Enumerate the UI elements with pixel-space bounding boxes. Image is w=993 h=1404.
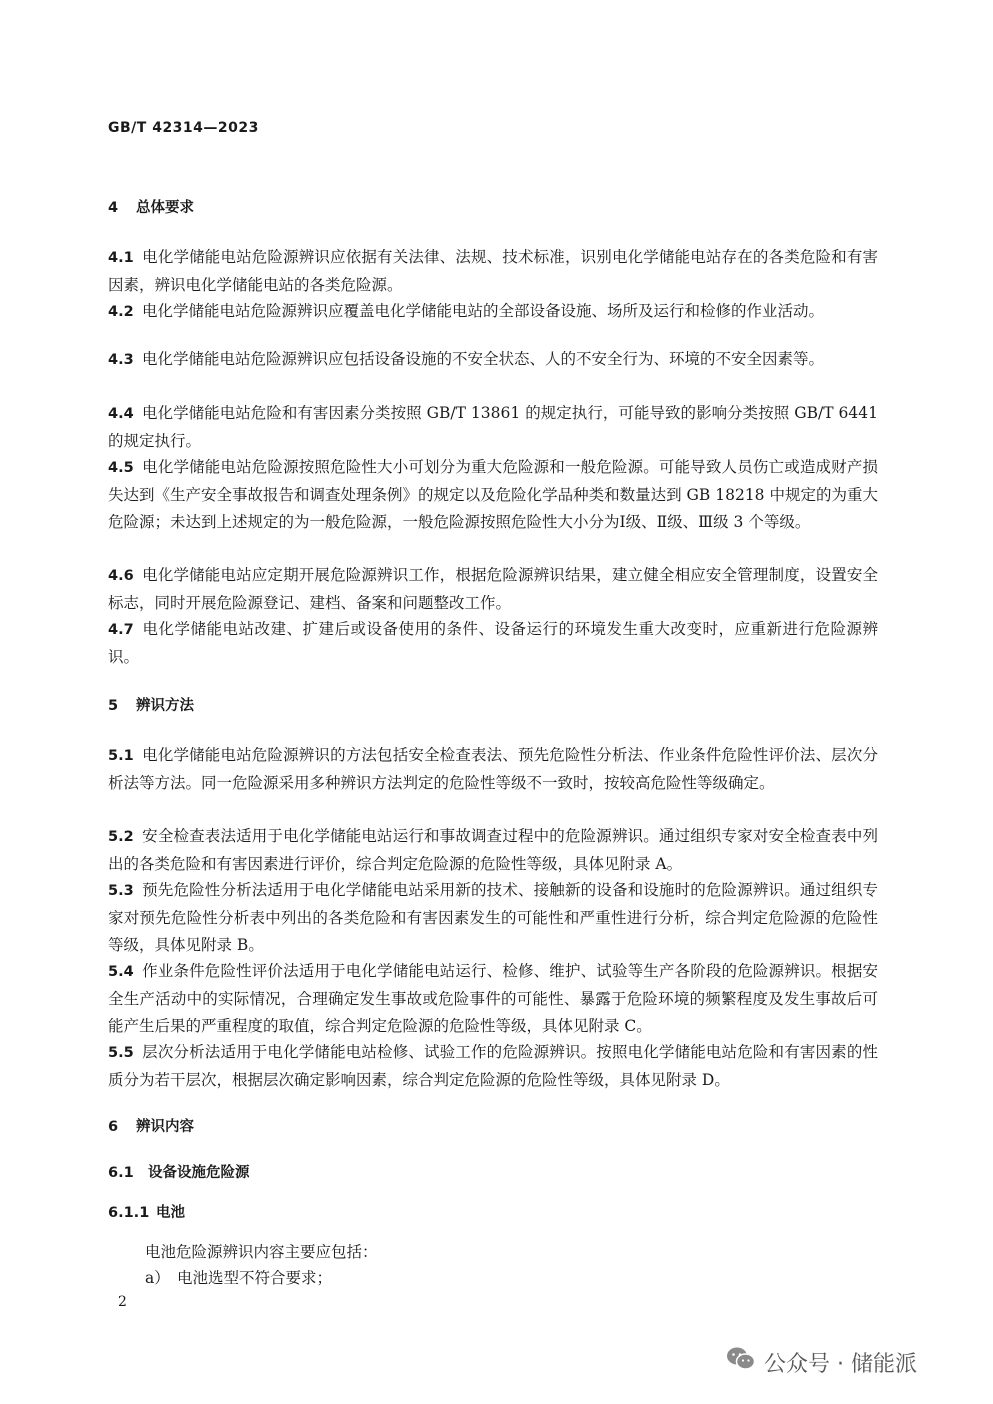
intro-text: 电池危险源辨识内容主要应包括： [145,1243,378,1261]
clause-number: 4.5 [108,460,134,476]
clause-4-3 [108,346,878,374]
clause-number: 5.5 [108,1045,134,1061]
clause-text: 安全检查表法适用于电化学储能电站运行和事故调查过程中的危险源辨识。通过组织专家对安全检查表中列出的各类危险和有害因素进行评价，综合判定危险源的危险性等级，具体见附录 A。 [108,827,878,873]
section-heading-4 [108,196,194,217]
section-number: 5 [108,698,119,714]
clause-text: 电化学储能电站危险源辨识的方法包括安全检查表法、预先危险性分析法、作业条件危险性评价法、层次分析法等方法。同一危险源采用多种辨识方法判定的危险性等级不一致时，按较高危险性等级确定。 [108,746,878,792]
section-heading-6 [108,1115,194,1136]
clause-text: 电化学储能电站应定期开展危险源辨识工作，根据危险源辨识结果，建立健全相应安全管理制度，设置安全标志，同时开展危险源登记、建档、备案和问题整改工作。 [108,566,878,612]
section-heading-5 [108,694,194,715]
clause-text: 电化学储能电站危险源辨识应包括设备设施的不安全状态、人的不安全行为、环境的不安全因素等。 [142,350,825,368]
list-item [145,1265,332,1292]
clause-5-4 [108,958,878,1040]
clause-number: 4.7 [108,622,134,638]
subsection-number: 6.1.1 [108,1205,150,1221]
clause-text: 预先危险性分析法适用于电化学储能电站采用新的技术、接触新的设备和设施时的危险源辨识。通过组织专家对预先危险性分析表中列出的各类危险和有害因素发生的可能性和严重性进行分析，综合判定危险源的危险性等级，具体见附录 B。 [108,881,878,954]
section-number: 6 [108,1119,119,1135]
clause-text: 电化学储能电站危险源辨识应覆盖电化学储能电站的全部设备设施、场所及运行和检修的作业活动。 [142,302,825,320]
clause-number: 5.3 [108,883,134,899]
clause-4-1 [108,244,878,299]
clause-4-7 [108,616,878,671]
clause-4-4 [108,400,878,455]
clause-number: 4.1 [108,250,134,266]
section-title: 辨识方法 [136,698,194,714]
clause-4-5 [108,454,878,536]
clause-4-6 [108,562,878,617]
clause-5-3 [108,877,878,959]
standard-code: GB/T 42314—2023 [108,120,259,136]
clause-5-2 [108,823,878,878]
subsection-title: 设备设施危险源 [148,1165,250,1181]
subsection-heading-6-1-1 [108,1201,185,1222]
clause-text: 电化学储能电站危险源按照危险性大小可划分为重大危险源和一般危险源。可能导致人员伤亡或造成财产损失达到《生产安全事故报告和调查处理条例》的规定以及危险化学品种类和数量达到 GB 18218 中规定的为重大危险源；未达到上述规定的为一般危险源，一般危险源按照危险性大小分为Ⅰ级、Ⅱ级、Ⅲ级 3 个等级。 [108,458,878,531]
clause-text: 电化学储能电站危险和有害因素分类按照 GB/T 13861 的规定执行，可能导致的影响分类按照 GB/T 6441 的规定执行。 [108,404,878,450]
clause-number: 4.2 [108,304,134,320]
watermark-text: 公众号 · 储能派 [764,1351,917,1377]
subsection-heading-6-1 [108,1161,250,1182]
section-title: 总体要求 [136,200,194,216]
clause-text: 层次分析法适用于电化学储能电站检修、试验工作的危险源辨识。按照电化学储能电站危险和有害因素的性质分为若干层次，根据层次确定影响因素，综合判定危险源的危险性等级，具体见附录 D。 [108,1043,878,1089]
clause-5-1 [108,742,878,797]
clause-number: 5.4 [108,964,134,980]
clause-5-5 [108,1039,878,1094]
list-marker: a） [145,1269,170,1287]
clause-number: 4.3 [108,352,134,368]
page-number: 2 [118,1294,127,1310]
clause-number: 4.6 [108,568,134,584]
section-number: 4 [108,200,119,216]
watermark [726,1346,917,1378]
subsection-title: 电池 [156,1205,185,1221]
clause-text: 作业条件危险性评价法适用于电化学储能电站运行、检修、维护、试验等生产各阶段的危险源辨识。根据安全生产活动中的实际情况，合理确定发生事故或危险事件的可能性、暴露于危险环境的频繁程度及发生事故后可能产生后果的严重程度的取值，综合判定危险源的危险性等级，具体见附录 C。 [108,962,878,1035]
clause-text: 电化学储能电站改建、扩建后或设备使用的条件、设备运行的环境发生重大改变时，应重新进行危险源辨识。 [108,620,878,666]
section-title: 辨识内容 [136,1119,194,1135]
clause-number: 4.4 [108,406,134,422]
clause-text: 电化学储能电站危险源辨识应依据有关法律、法规、技术标准，识别电化学储能电站存在的各类危险和有害因素，辨识电化学储能电站的各类危险源。 [108,248,878,294]
clause-number: 5.1 [108,748,134,764]
clause-4-2 [108,298,878,326]
list-item-text: 电池选型不符合要求； [177,1269,333,1287]
clause-number: 5.2 [108,829,134,845]
subsection-number: 6.1 [108,1165,134,1181]
wechat-icon [726,1346,756,1378]
